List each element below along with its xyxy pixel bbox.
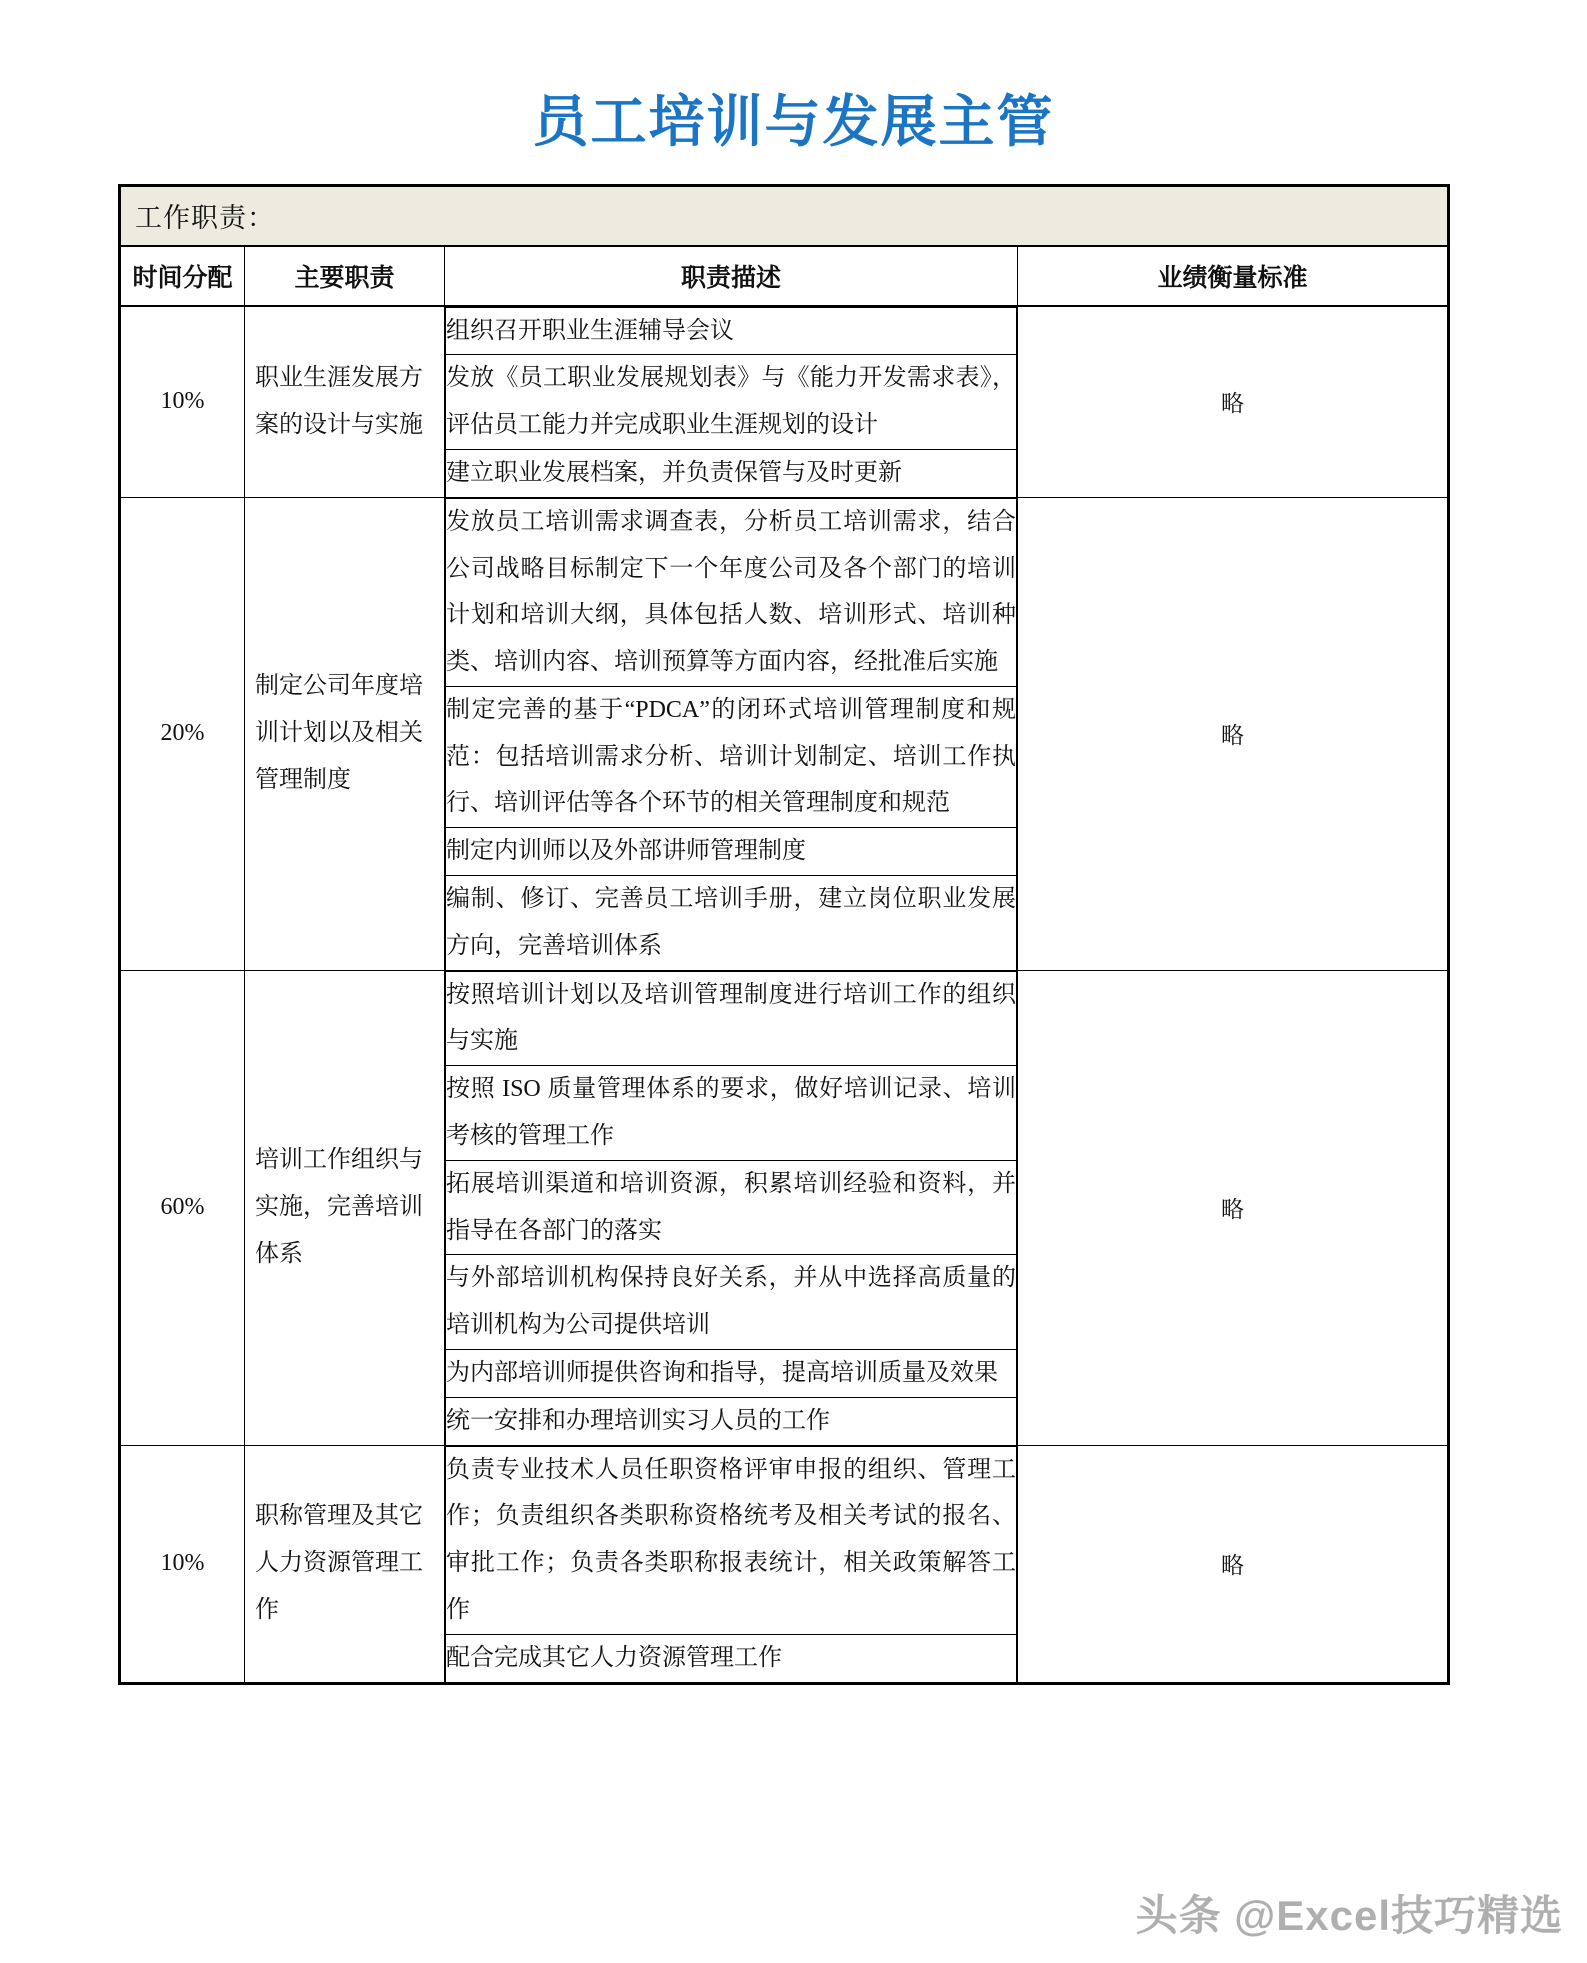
cell-duty-description (445, 1445, 1018, 1683)
column-header-duty-description: 职责描述 (445, 246, 1018, 306)
duty-description-item (446, 1397, 1017, 1444)
duty-description-item (446, 828, 1017, 876)
document-page (0, 38, 1587, 1963)
duty-description-text: 建立职业发展档案，并负责保管与及时更新 (446, 449, 1017, 496)
duty-description-text: 制定内训师以及外部讲师管理制度 (446, 828, 1017, 876)
duty-description-text: 发放《员工职业发展规划表》与《能力开发需求表》，评估员工能力并完成职业生涯规划的设计 (446, 355, 1017, 450)
cell-performance-metric: 略 (1018, 306, 1449, 498)
duty-description-text: 为内部培训师提供咨询和指导，提高培训质量及效果 (446, 1350, 1017, 1398)
cell-time-allocation: 60% (120, 970, 245, 1445)
section-band-label: 工作职责： (120, 185, 1449, 246)
duty-description-item (446, 876, 1017, 970)
duty-description-text: 编制、修订、完善员工培训手册，建立岗位职业发展方向，完善培训体系 (446, 876, 1017, 970)
table-row (120, 497, 1449, 970)
cell-duty-description (445, 497, 1018, 970)
cell-time-allocation: 10% (120, 306, 245, 498)
cell-time-allocation: 20% (120, 497, 245, 970)
cell-main-duty: 制定公司年度培训计划以及相关管理制度 (245, 497, 445, 970)
duty-description-item (446, 449, 1017, 496)
table-row (120, 306, 1449, 498)
job-description-table-wrapper (118, 184, 1447, 1685)
watermark: 头条 @Excel技巧精选 (1135, 1891, 1563, 1939)
column-header-performance-metric: 业绩衡量标准 (1018, 246, 1449, 306)
cell-main-duty: 职称管理及其它人力资源管理工作 (245, 1445, 445, 1683)
duty-description-item (446, 1255, 1017, 1350)
duty-description-text: 按照培训计划以及培训管理制度进行培训工作的组织与实施 (446, 971, 1017, 1066)
table-data-rows (120, 306, 1449, 1684)
table-body (120, 185, 1449, 306)
cell-performance-metric: 略 (1018, 1445, 1449, 1683)
duty-description-text: 统一安排和办理培训实习人员的工作 (446, 1397, 1017, 1444)
duty-description-text: 负责专业技术人员任职资格评审申报的组织、管理工作；负责组织各类职称资格统考及相关考试的报名、审批工作；负责各类职称报表统计，相关政策解答工作 (446, 1446, 1017, 1634)
duty-description-item (446, 686, 1017, 827)
table-row (120, 1445, 1449, 1683)
cell-main-duty: 培训工作组织与实施，完善培训体系 (245, 970, 445, 1445)
duty-description-item (446, 355, 1017, 450)
duty-description-item (446, 1350, 1017, 1398)
column-header-row (120, 246, 1449, 306)
duty-description-text: 按照 ISO 质量管理体系的要求，做好培训记录、培训考核的管理工作 (446, 1066, 1017, 1161)
duty-description-text: 制定完善的基于“PDCA”的闭环式培训管理制度和规范：包括培训需求分析、培训计划制定、培训工作执行、培训评估等各个环节的相关管理制度和规范 (446, 686, 1017, 827)
duty-description-item (446, 1066, 1017, 1161)
duty-description-text: 与外部培训机构保持良好关系，并从中选择高质量的培训机构为公司提供培训 (446, 1255, 1017, 1350)
cell-performance-metric: 略 (1018, 497, 1449, 970)
duty-description-list (445, 498, 1017, 970)
table-row (120, 970, 1449, 1445)
column-header-main-duty: 主要职责 (245, 246, 445, 306)
duty-description-item (446, 1160, 1017, 1255)
job-description-table (118, 184, 1450, 1685)
column-header-time-allocation: 时间分配 (120, 246, 245, 306)
duty-description-text: 发放员工培训需求调查表，分析员工培训需求，结合公司战略目标制定下一个年度公司及各个部门的培训计划和培训大纲，具体包括人数、培训形式、培训种类、培训内容、培训预算等方面内容，经批准后实施 (446, 498, 1017, 686)
cell-performance-metric: 略 (1018, 970, 1449, 1445)
page-title: 员工培训与发展主管 (532, 89, 1055, 153)
section-band-row (120, 185, 1449, 246)
duty-description-list (445, 971, 1017, 1445)
duty-description-item (446, 971, 1017, 1066)
duty-description-list (445, 1446, 1017, 1682)
duty-description-item (446, 307, 1017, 355)
duty-description-list (445, 307, 1017, 497)
cell-main-duty: 职业生涯发展方案的设计与实施 (245, 306, 445, 498)
duty-description-item (446, 498, 1017, 686)
duty-description-item (446, 1446, 1017, 1634)
duty-description-text: 组织召开职业生涯辅导会议 (446, 307, 1017, 355)
cell-duty-description (445, 970, 1018, 1445)
duty-description-item (446, 1634, 1017, 1681)
duty-description-text: 配合完成其它人力资源管理工作 (446, 1634, 1017, 1681)
cell-duty-description (445, 306, 1018, 498)
duty-description-text: 拓展培训渠道和培训资源，积累培训经验和资料，并指导在各部门的落实 (446, 1160, 1017, 1255)
cell-time-allocation: 10% (120, 1445, 245, 1683)
